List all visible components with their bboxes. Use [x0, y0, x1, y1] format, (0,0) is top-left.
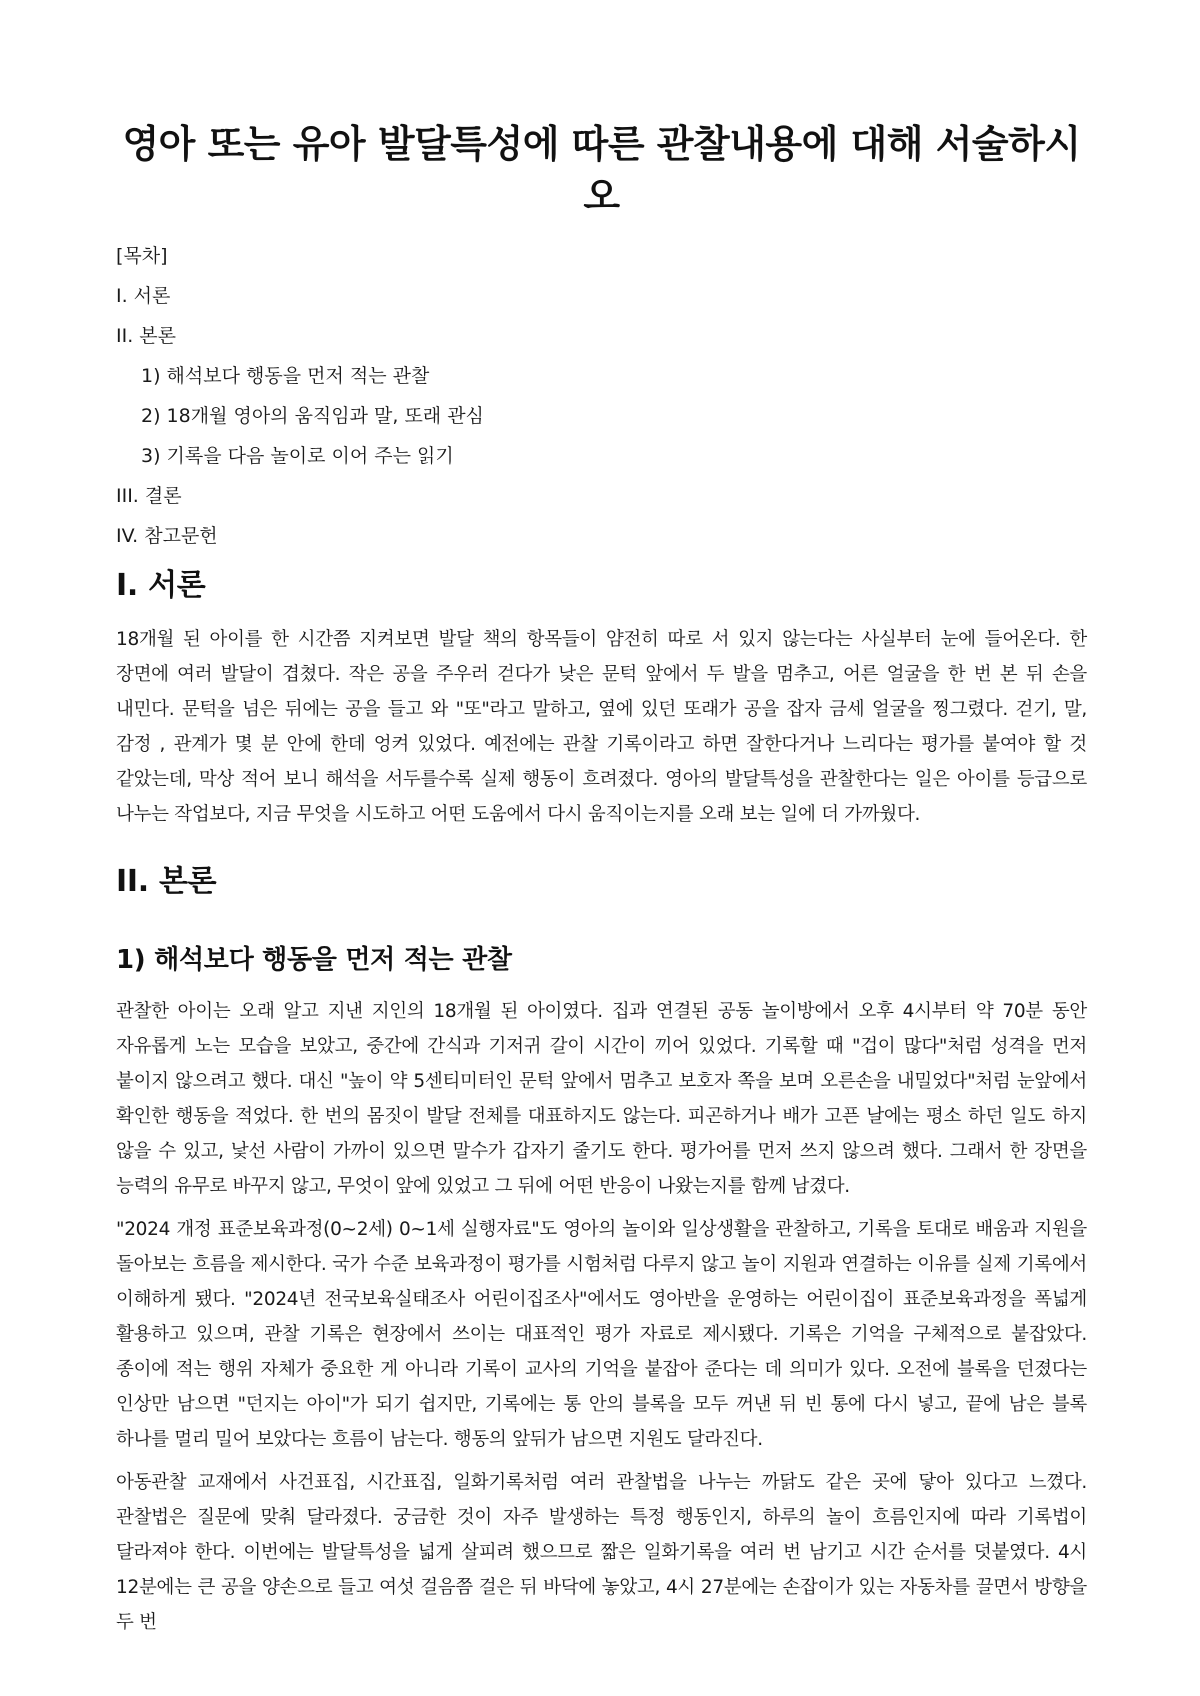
- table-of-contents: [116, 244, 1087, 548]
- body-paragraph: "2024 개정 표준보육과정(0~2세) 0~1세 실행자료"도 영아의 놀이와 일상생활을 관찰하고, 기록을 토대로 배움과 지원을 돌아보는 흐름을 제시한다. 국가 수준 보육과정이 평가를 시험처럼 다루지 않고 놀이 지원과 연결하는 이유를 실제 기록에서 이해하게 됐다. "2024년 전국보육실태조사 어린이집조사"에서도 영아반을 운영하는 어린이집이 표준보육과정을 폭넓게 활용하고 있으며, 관찰 기록은 현장에서 쓰이는 대표적인 평가 자료로 제시됐다. 기록은 기억을 구체적으로 붙잡았다. 종이에 적는 행위 자체가 중요한 게 아니라 기록이 교사의 기억을 붙잡아 준다는 데 의미가 있다. 오전에 블록을 던졌다는 인상만 남으면 "던지는 아이"가 되기 쉽지만, 기록에는 통 안의 블록을 모두 꺼낸 뒤 빈 통에 다시 넣고, 끝에 남은 블록 하나를 멀리 밀어 보았다는 흐름이 남는다. 행동의 앞뒤가 남으면 지원도 달라진다.: [116, 1219, 1087, 1450]
- body-paragraph: 아동관찰 교재에서 사건표집, 시간표집, 일화기록처럼 여러 관찰법을 나누는 까닭도 같은 곳에 닿아 있다고 느꼈다. 관찰법은 질문에 맞춰 달라졌다. 궁금한 것이 자주 발생하는 특정 행동인지, 하루의 놀이 흐름인지에 따라 기록법이 달라져야 한다. 이번에는 발달특성을 넓게 살피려 했으므로 짧은 일화기록을 여러 번 남기고 시간 순서를 덧붙였다. 4시 12분에는 큰 공을 양손으로 들고 여섯 걸음쯤 걸은 뒤 바닥에 놓았고, 4시 27분에는 손잡이가 있는 자동차를 끌면서 방향을 두 번: [116, 1472, 1087, 1633]
- toc-heading: [목차]: [116, 245, 168, 267]
- body-paragraph: 관찰한 아이는 오래 알고 지낸 지인의 18개월 된 아이였다. 집과 연결된 공동 놀이방에서 오후 4시부터 약 70분 동안 자유롭게 노는 모습을 보았고, 중간에 간식과 기저귀 갈이 시간이 끼어 있었다. 기록할 때 "겁이 많다"처럼 성격을 먼저 붙이지 않으려고 했다. 대신 "높이 약 5센티미터인 문턱 앞에서 멈추고 보호자 쪽을 보며 오른손을 내밀었다"처럼 눈앞에서 확인한 행동을 적었다. 한 번의 몸짓이 발달 전체를 대표하지도 않는다. 피곤하거나 배가 고픈 날에는 평소 하던 일도 하지 않을 수 있고, 낯선 사람이 가까이 있으면 말수가 갑자기 줄기도 한다. 평가어를 먼저 쓰지 않으려 했다. 그래서 한 장면을 능력의 유무로 바꾸지 않고, 무엇이 앞에 있었고 그 뒤에 어떤 반응이 나왔는지를 함께 남겼다.: [116, 1001, 1087, 1197]
- toc-item-body-sub3: 3) 기록을 다음 놀이로 이어 주는 읽기: [141, 445, 454, 467]
- toc-item-body-sub2: 2) 18개월 영아의 움직임과 말, 또래 관심: [141, 405, 484, 427]
- subsection-heading-observation: 1) 해석보다 행동을 먼저 적는 관찰: [116, 945, 512, 975]
- document-title: 영아 또는 유아 발달특성에 따른 관찰내용에 대해 서술하시오: [122, 122, 1081, 218]
- toc-item-body-sub1: 1) 해석보다 행동을 먼저 적는 관찰: [141, 365, 430, 387]
- toc-item-introduction: I. 서론: [116, 285, 171, 307]
- toc-item-body: II. 본론: [116, 325, 176, 347]
- section-heading-body: II. 본론: [116, 864, 217, 899]
- section-heading-introduction: I. 서론: [116, 568, 206, 603]
- toc-item-references: IV. 참고문헌: [116, 525, 218, 547]
- introduction-paragraph: 18개월 된 아이를 한 시간쯤 지켜보면 발달 책의 항목들이 얌전히 따로 서 있지 않는다는 사실부터 눈에 들어온다. 한 장면에 여러 발달이 겹쳤다. 작은 공을 주우러 걷다가 낮은 문턱 앞에서 두 발을 멈추고, 어른 얼굴을 한 번 본 뒤 손을 내민다. 문턱을 넘은 뒤에는 공을 들고 와 "또"라고 말하고, 옆에 있던 또래가 공을 잡자 금세 얼굴을 찡그렸다. 걷기, 말, 감정 , 관계가 몇 분 안에 한데 엉켜 있었다. 예전에는 관찰 기록이라고 하면 잘한다거나 느리다는 평가를 붙여야 할 것 같았는데, 막상 적어 보니 해석을 서두를수록 실제 행동이 흐려졌다. 영아의 발달특성을 관찰한다는 일은 아이를 등급으로 나누는 작업보다, 지금 무엇을 시도하고 어떤 도움에서 다시 움직이는지를 오래 보는 일에 더 가까웠다.: [116, 629, 1087, 825]
- toc-item-conclusion: III. 결론: [116, 485, 182, 507]
